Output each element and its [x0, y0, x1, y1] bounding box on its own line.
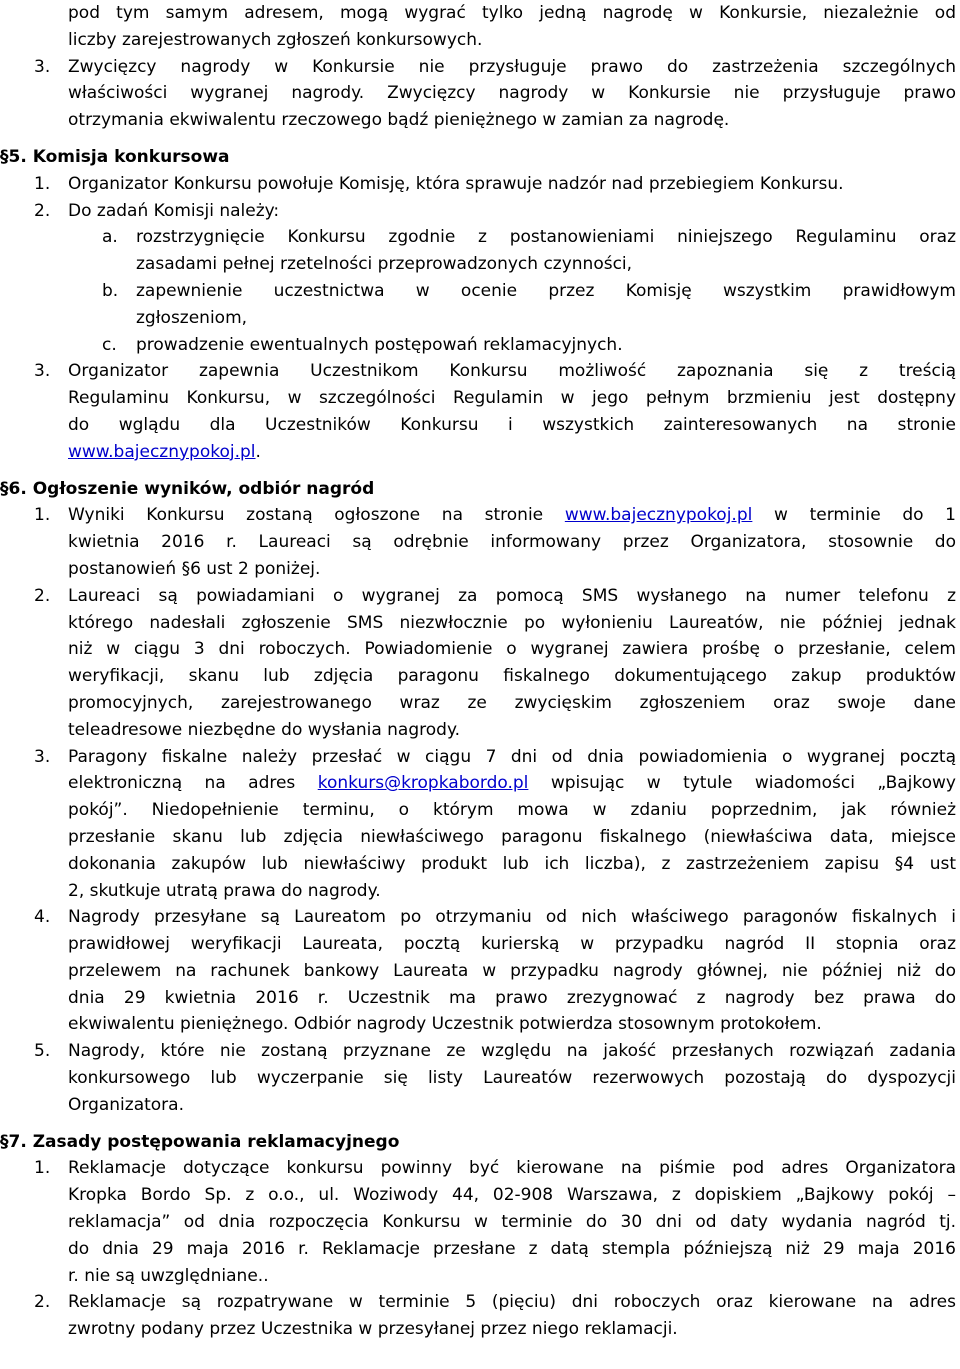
item-number: 1. [34, 505, 51, 526]
subitem-letter: b. [102, 280, 119, 301]
text-line: właściwości wygranej nagrody. Zwycięzcy nagrody w Konkursie nie przysługuje prawo [68, 83, 956, 104]
text-fragment: Wyniki Konkursu zostaną ogłoszone na stronie [68, 505, 544, 526]
list-item [34, 198, 956, 225]
website-link[interactable]: www.bajecznypokoj.pl [564, 505, 753, 526]
text-line: Nagrody przesyłane są Laureatom po otrzymaniu od nich właściwego paragonów fiskalnych i [68, 907, 956, 928]
subitem-letter: c. [102, 334, 117, 355]
text-line: otrzymania ekwiwalentu rzeczowego bądź pieniężnego w zamian za nagrodę. [68, 110, 730, 131]
text-line: weryfikacji, skanu lub zdjęcia paragonu fiskalnego dokumentującego zakup produktów [68, 666, 956, 687]
list-item [34, 358, 956, 385]
text-line: Paragony fiskalne należy przesłać w ciągu 7 dni od dnia powiadomienia o wygranej pocztą [68, 746, 956, 767]
list-item [34, 1038, 956, 1065]
text-line: zapewnienie uczestnictwa w ocenie przez Komisję wszystkim prawidłowym [136, 280, 956, 301]
text-line: kwietnia 2016 r. Laureaci są odrębnie informowany przez Organizatora, stosownie do [68, 532, 956, 553]
list-item [34, 1289, 956, 1316]
text-line: Do zadań Komisji należy: [68, 200, 280, 221]
text-line: 2, skutkuje utratą prawa do nagrody. [68, 880, 381, 901]
website-link[interactable]: www.bajecznypokoj.pl [68, 441, 256, 462]
text-line: r. nie są uwzględniane.. [68, 1265, 269, 1286]
email-link[interactable]: konkurs@kropkabordo.pl [317, 773, 529, 794]
section-heading-7: §7. Zasady postępowania reklamacyjnego [0, 1131, 400, 1152]
text-line [68, 439, 956, 466]
text-fragment: w terminie do 1 [774, 505, 956, 526]
list-item [34, 1155, 956, 1182]
section-heading-6: §6. Ogłoszenie wyników, odbiór nagród [0, 478, 375, 499]
list-item [34, 171, 956, 198]
item-number: 3. [34, 56, 51, 77]
text-line: Laureaci są powiadamiani o wygranej za pomocą SMS wysłanego na numer telefonu z [68, 585, 956, 606]
text-line: do dnia 29 maja 2016 r. Reklamacje przesłane z datą stempla późniejszą niż 29 maja 2016 [68, 1238, 956, 1259]
text-line: zgłoszeniom, [136, 307, 248, 328]
item-number: 4. [34, 907, 51, 928]
list-subitem [102, 332, 956, 359]
text-fragment: wpisując w tytule wiadomości „Bajkowy [550, 773, 956, 794]
text-line: Organizator Konkursu powołuje Komisję, która sprawuje nadzór nad przebiegiem Konkursu. [68, 173, 844, 194]
text-line: dnia 29 kwietnia 2016 r. Uczestnik ma prawo zrezygnować z nagrody bez prawa do [68, 987, 956, 1008]
text-line: przelewem na rachunek bankowy Laureata w przypadku nagrody głównej, nie później niż do [68, 960, 956, 981]
text-line: liczby zarejestrowanych zgłoszeń konkursowych. [68, 29, 483, 50]
text-line: promocyjnych, zarejestrowanego wraz ze zwycięskim zgłoszeniem oraz swoje dane [68, 692, 956, 713]
text-line: do wglądu dla Uczestników Konkursu i wszystkich zainteresowanych na stronie [68, 414, 956, 435]
text-line: przesłanie skanu lub zdjęcia niewłaściwego paragonu fiskalnego (niewłaściwa data, miejsce [68, 826, 956, 847]
text-line: Reklamacje są rozpatrywane w terminie 5 (pięciu) dni roboczych oraz kierowane na adres [68, 1292, 956, 1313]
text-line: pokój”. Niedopełnienie terminu, o którym mowa w zdaniu poprzednim, jak również [68, 800, 956, 821]
text-line: zwrotny podany przez Uczestnika w przesyłanej przez niego reklamacji. [68, 1319, 678, 1340]
list-item [34, 744, 956, 771]
text-line: prawidłowej weryfikacji Laureata, pocztą kurierską w przypadku nagród II stopnia oraz [68, 934, 956, 955]
text-line: Organizatora. [68, 1094, 184, 1115]
text-line: Organizator zapewnia Uczestnikom Konkursu możliwość zapoznania się z treścią [68, 361, 956, 382]
list-item [34, 54, 956, 81]
text-line: teleadresowe niezbędne do wysłania nagrody. [68, 719, 460, 740]
item-number: 1. [34, 173, 51, 194]
item-number: 5. [34, 1041, 51, 1062]
text-line: Zwycięzcy nagrody w Konkursie nie przysługuje prawo do zastrzeżenia szczególnych [68, 56, 956, 77]
list-subitem [102, 224, 956, 251]
list-item [34, 502, 956, 529]
text-line: Regulaminu Konkursu, w szczególności Regulamin w jego pełnym brzmieniu jest dostępny [68, 388, 956, 409]
text-line: konkursowego lub wyczerpanie się listy Laureatów rezerwowych pozostają do dyspozycji [68, 1068, 956, 1089]
text-line: dokonania zakupów lub niewłaściwy produkt lub ich liczba), z zastrzeżeniem zapisu §4 ust [68, 853, 956, 874]
item-number: 1. [34, 1158, 51, 1179]
text-fragment: elektroniczną na adres [68, 773, 296, 794]
text-line: postanowień §6 ust 2 poniżej. [68, 558, 321, 579]
text-line: reklamacja” od dnia rozpoczęcia Konkursu w terminie do 30 dni od daty wydania nagród tj. [68, 1212, 956, 1233]
text-line: niż w ciągu 3 dni roboczych. Powiadomienie o wygranej zawiera prośbę o przesłanie, celem [68, 639, 956, 660]
text-fragment: . [255, 441, 261, 462]
text-line: Reklamacje dotyczące konkursu powinny być kierowane na piśmie pod adres Organizatora [68, 1158, 956, 1179]
text-line: prowadzenie ewentualnych postępowań reklamacyjnych. [136, 334, 623, 355]
item-number: 2. [34, 200, 51, 221]
text-line: ekwiwalentu pieniężnego. Odbiór nagrody Uczestnik potwierdza stosownym protokołem. [68, 1014, 822, 1035]
text-line: Kropka Bordo Sp. z o.o., ul. Woziwody 44, 02-908 Warszawa, z dopiskiem „Bajkowy pokój – [68, 1185, 956, 1206]
subitem-letter: a. [102, 227, 118, 248]
text-line [68, 770, 956, 797]
list-subitem [102, 278, 956, 305]
item-number: 2. [34, 585, 51, 606]
text-line: zasadami pełnej rzetelności przeprowadzonych czynności, [136, 254, 633, 275]
item-number: 2. [34, 1292, 51, 1313]
item-number: 3. [34, 746, 51, 767]
item-number: 3. [34, 361, 51, 382]
text-line: rozstrzygnięcie Konkursu zgodnie z postanowieniami niniejszego Regulaminu oraz [136, 227, 956, 248]
text-line: którego nadesłali zgłoszenie SMS niezwłocznie po wyłonieniu Laureatów, nie później jednak [68, 612, 956, 633]
text-line: Nagrody, które nie zostaną przyznane ze względu na jakość przesłanych rozwiązań zadania [68, 1041, 956, 1062]
list-item [34, 583, 956, 610]
text-line: pod tym samym adresem, mogą wygrać tylko jedną nagrodę w Konkursie, niezależnie od [68, 3, 956, 23]
section-heading-5: §5. Komisja konkursowa [0, 146, 230, 167]
list-item [34, 904, 956, 931]
